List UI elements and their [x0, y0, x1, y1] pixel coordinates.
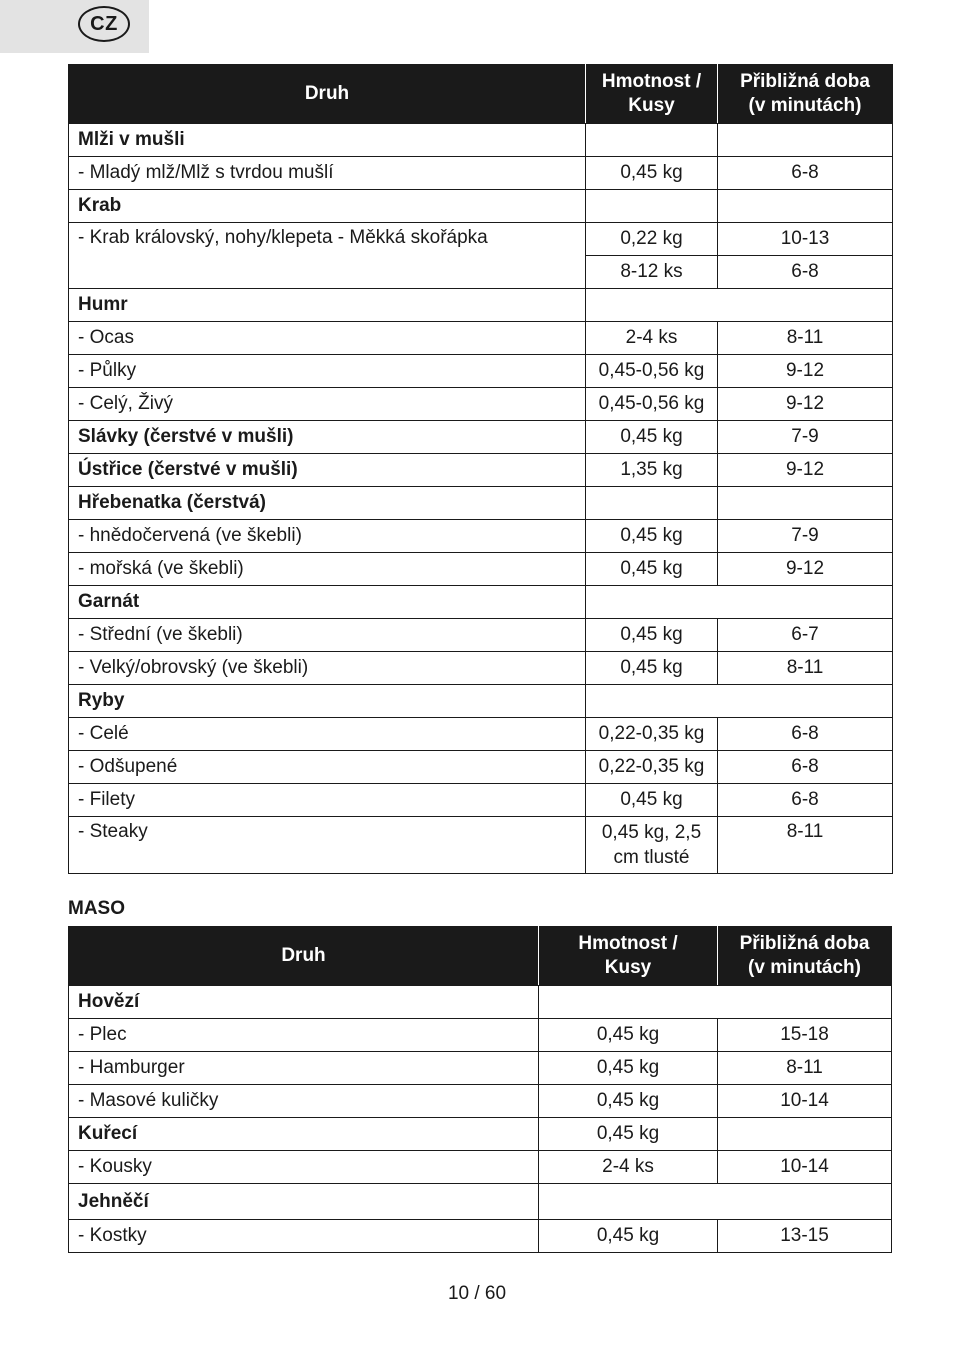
- cell-time: 9-12: [718, 388, 893, 421]
- cell-kind: - Hamburger: [69, 1052, 539, 1085]
- header-weight: Hmotnost / Kusy: [586, 65, 718, 124]
- cell-time: 6-7: [718, 619, 893, 652]
- cell-kind: - Filety: [69, 784, 586, 817]
- cell-kind: - Celé: [69, 718, 586, 751]
- cell-kind: - Půlky: [69, 355, 586, 388]
- cell-weight: 0,45 kg: [586, 619, 718, 652]
- header-kind: Druh: [69, 65, 586, 124]
- language-tab: [0, 0, 149, 53]
- table-row: [69, 1220, 892, 1253]
- table-row: [69, 619, 893, 652]
- cell-kind: Hovězí: [69, 986, 539, 1019]
- cell-kind: - Velký/obrovský (ve škebli): [69, 652, 586, 685]
- table-row: [69, 520, 893, 553]
- cell-time: [718, 487, 893, 520]
- table-row: [69, 685, 893, 718]
- cell-time: 6-8: [718, 751, 893, 784]
- cell-weight: [586, 190, 718, 223]
- section-title-meat: MASO: [68, 898, 125, 919]
- cell-weight: 1,35 kg: [586, 454, 718, 487]
- table-row: [69, 652, 893, 685]
- table-row: [69, 751, 893, 784]
- table-row: [69, 1052, 892, 1085]
- cell-weight: 0,45 kg: [539, 1052, 718, 1085]
- cell-weight: 0,45 kg: [539, 1019, 718, 1052]
- cell-weight: 0,45 kg: [586, 157, 718, 190]
- cell-time: [718, 124, 893, 157]
- cell-time: 15-18: [718, 1019, 892, 1052]
- cell-time: [718, 190, 893, 223]
- cell-weight: 0,45 kg: [539, 1085, 718, 1118]
- cell-time: 10-14: [718, 1085, 892, 1118]
- header-kind: Druh: [69, 927, 539, 986]
- table-row: [69, 986, 892, 1019]
- cell-time: 6-8: [718, 256, 893, 289]
- cell-weight: 0,45-0,56 kg: [586, 388, 718, 421]
- header-time: Přibližná doba (v minutách): [718, 65, 893, 124]
- cell-empty: [586, 586, 893, 619]
- table-row: [69, 124, 893, 157]
- cell-time: [718, 1118, 892, 1151]
- cell-kind: Ústřice (čerstvé v mušli): [69, 454, 586, 487]
- table-row: [69, 817, 893, 874]
- table-row: [69, 487, 893, 520]
- table-header-row: [69, 927, 892, 986]
- cell-weight: 0,45 kg: [586, 520, 718, 553]
- cell-time: 9-12: [718, 454, 893, 487]
- cell-kind: Hřebenatka (čerstvá): [69, 487, 586, 520]
- cell-kind: - Mladý mlž/Mlž s tvrdou mušlí: [69, 157, 586, 190]
- cell-weight: 8-12 ks: [586, 256, 718, 289]
- cell-kind: Jehněčí: [69, 1184, 539, 1220]
- seafood-table: [68, 64, 893, 874]
- cell-kind: - mořská (ve škebli): [69, 553, 586, 586]
- table-row: [69, 1184, 892, 1220]
- cell-time: 8-11: [718, 1052, 892, 1085]
- cell-weight: 2-4 ks: [539, 1151, 718, 1184]
- table-row: [69, 784, 893, 817]
- cell-weight: [586, 124, 718, 157]
- cell-kind: - Celý, Živý: [69, 388, 586, 421]
- cell-kind: Kuřecí: [69, 1118, 539, 1151]
- meat-table: [68, 926, 892, 1253]
- cell-weight: [586, 487, 718, 520]
- cell-time: 7-9: [718, 520, 893, 553]
- language-badge: CZ: [78, 6, 130, 42]
- cell-kind: Humr: [69, 289, 586, 322]
- cell-kind: Mlži v mušli: [69, 124, 586, 157]
- cell-kind: - Ocas: [69, 322, 586, 355]
- cell-weight: 2-4 ks: [586, 322, 718, 355]
- table-row: [69, 223, 893, 256]
- table-row: [69, 322, 893, 355]
- table-row: [69, 355, 893, 388]
- header-weight: Hmotnost / Kusy: [539, 927, 718, 986]
- cell-kind: - Kostky: [69, 1220, 539, 1253]
- cell-kind: - Střední (ve škebli): [69, 619, 586, 652]
- table-row: [69, 586, 893, 619]
- cell-kind: - Krab královský, nohy/klepeta - Měkká skořápka: [69, 223, 586, 289]
- cell-time: 6-8: [718, 157, 893, 190]
- cell-weight: 0,45 kg: [586, 553, 718, 586]
- table-row: [69, 289, 893, 322]
- table-header-row: [69, 65, 893, 124]
- table-row: [69, 421, 893, 454]
- cell-weight: 0,45 kg: [586, 652, 718, 685]
- cell-kind: - Masové kuličky: [69, 1085, 539, 1118]
- table-row: [69, 1118, 892, 1151]
- cell-empty: [586, 685, 893, 718]
- cell-empty: [586, 289, 893, 322]
- page-number: 10 / 60: [447, 1283, 507, 1304]
- table-row: [69, 1151, 892, 1184]
- cell-weight: 0,45 kg: [586, 784, 718, 817]
- cell-weight: 0,45 kg: [539, 1220, 718, 1253]
- table-row: [69, 718, 893, 751]
- cell-time: 10-13: [718, 223, 893, 256]
- cell-kind: - Steaky: [69, 817, 586, 874]
- cell-time: 7-9: [718, 421, 893, 454]
- cell-time: 13-15: [718, 1220, 892, 1253]
- table-row: [69, 157, 893, 190]
- cell-weight: 0,45 kg: [539, 1118, 718, 1151]
- cell-weight: 0,22-0,35 kg: [586, 718, 718, 751]
- cell-weight: 0,45 kg, 2,5 cm tlusté: [586, 817, 718, 874]
- cell-time: 6-8: [718, 718, 893, 751]
- table-row: [69, 190, 893, 223]
- cell-kind: Slávky (čerstvé v mušli): [69, 421, 586, 454]
- cell-weight: 0,45-0,56 kg: [586, 355, 718, 388]
- cell-empty: [539, 986, 892, 1019]
- cell-kind: Ryby: [69, 685, 586, 718]
- cell-empty: [539, 1184, 892, 1220]
- cell-time: 8-11: [718, 817, 893, 874]
- cell-time: 9-12: [718, 553, 893, 586]
- cell-time: 6-8: [718, 784, 893, 817]
- cell-time: 10-14: [718, 1151, 892, 1184]
- cell-kind: Garnát: [69, 586, 586, 619]
- cell-time: 8-11: [718, 322, 893, 355]
- table-row: [69, 388, 893, 421]
- table-row: [69, 1019, 892, 1052]
- cell-time: 8-11: [718, 652, 893, 685]
- cell-kind: - Plec: [69, 1019, 539, 1052]
- cell-time: 9-12: [718, 355, 893, 388]
- cell-weight: 0,22 kg: [586, 223, 718, 256]
- table-row: [69, 553, 893, 586]
- cell-weight: 0,22-0,35 kg: [586, 751, 718, 784]
- table-row: [69, 454, 893, 487]
- cell-kind: - Kousky: [69, 1151, 539, 1184]
- cell-weight: 0,45 kg: [586, 421, 718, 454]
- cell-kind: Krab: [69, 190, 586, 223]
- cell-kind: - Odšupené: [69, 751, 586, 784]
- header-time: Přibližná doba (v minutách): [718, 927, 892, 986]
- cell-kind: - hnědočervená (ve škebli): [69, 520, 586, 553]
- table-row: [69, 1085, 892, 1118]
